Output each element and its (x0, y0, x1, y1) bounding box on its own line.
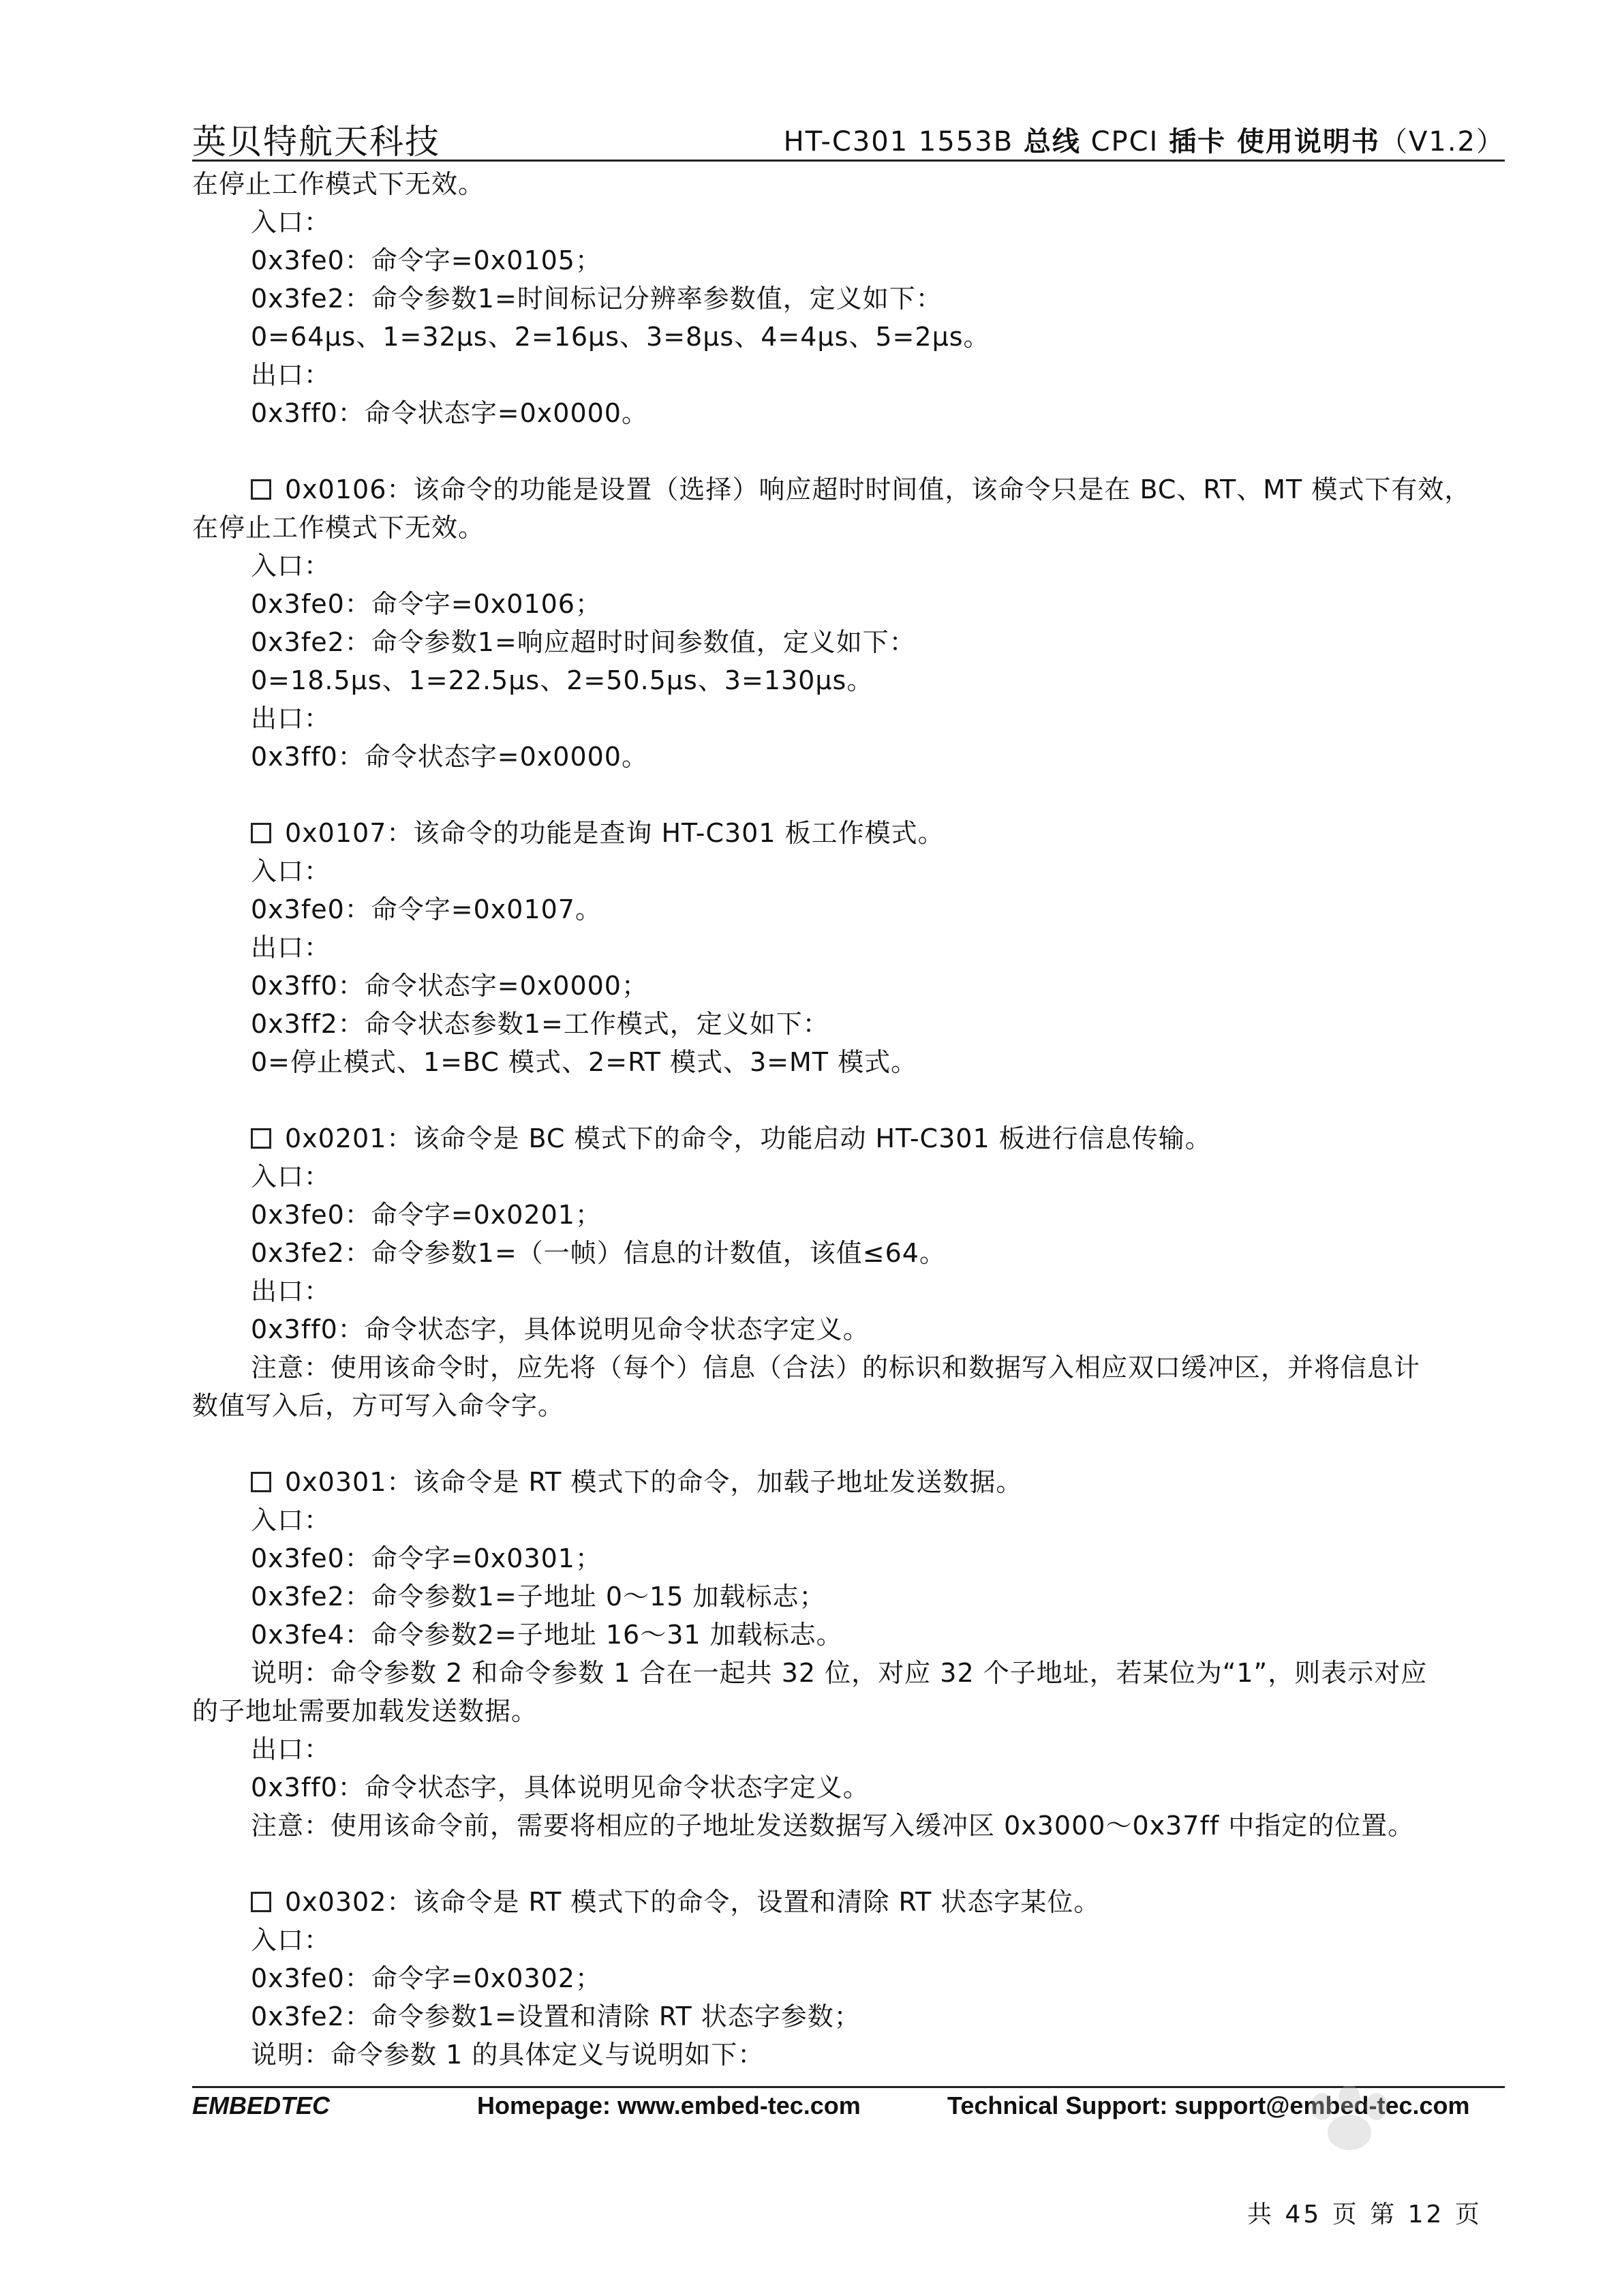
text-line (251, 1997, 861, 2036)
doc-bold-1: 总线 (1023, 126, 1081, 157)
text-line (251, 1501, 331, 1539)
text-line (251, 1463, 1022, 1501)
text-line (251, 1005, 829, 1043)
line-text: 0x0301：该命令是 RT 模式下的命令，加载子地址发送数据。 (285, 1467, 1023, 1497)
text-line (251, 1310, 870, 1348)
text-line (192, 1692, 538, 1730)
line-text: 0x0201：该命令是 BC 模式下的命令，功能启动 HT-C301 板进行信息传输。 (285, 1123, 1212, 1153)
text-line (251, 1577, 825, 1616)
header-doc-title (784, 120, 1505, 159)
line-text: 0x3ff0：命令状态字=0x0000； (251, 971, 648, 1001)
text-line (251, 356, 331, 394)
line-text: 入口： (251, 1162, 331, 1192)
text-line (251, 1348, 1420, 1387)
text-line (251, 1807, 1414, 1845)
checkbox-square-icon (251, 479, 271, 500)
line-text: 注意：使用该命令时，应先将（每个）信息（合法）的标识和数据写入相应双口缓冲区，并将信息计 (251, 1353, 1421, 1383)
line-text: 0=18.5μs、1=22.5μs、2=50.5μs、3=130μs。 (251, 665, 874, 695)
line-text: 注意：使用该命令前，需要将相应的子地址发送数据写入缓冲区 0x3000～0x37ff 中指定的位置。 (251, 1811, 1415, 1841)
doc-mid: CPCI (1080, 126, 1169, 157)
line-text: 0x3fe0：命令字=0x0107。 (251, 894, 602, 924)
doc-version: （V1.2） (1380, 126, 1505, 157)
line-text: 0=64μs、1=32μs、2=16μs、3=8μs、4=4μs、5=2μs。 (251, 322, 990, 352)
text-line (251, 1730, 331, 1768)
text-line (251, 738, 648, 776)
text-line (251, 814, 945, 852)
page-number: 共 45 页 第 12 页 (1247, 2201, 1482, 2229)
checkbox-square-icon (251, 1472, 271, 1492)
line-text: 出口： (251, 1276, 331, 1306)
text-line (251, 967, 648, 1005)
line-text: 0x3fe0：命令字=0x0106； (251, 589, 602, 619)
line-text: 出口： (251, 1734, 331, 1764)
line-text: 说明：命令参数 2 和命令参数 1 合在一起共 32 位，对应 32 个子地址，若某位为“1”，则表示对应 (251, 1658, 1428, 1688)
text-line (251, 203, 331, 241)
text-line (251, 1119, 1212, 1158)
line-text: 0x0107：该命令的功能是查询 HT-C301 板工作模式。 (285, 818, 945, 848)
doc-bold-2: 插卡 使用说明书 (1169, 126, 1381, 157)
line-text: 0x3fe2：命令参数1=设置和清除 RT 状态字参数； (251, 2002, 861, 2031)
line-text: 0x3fe0：命令字=0x0301； (251, 1543, 602, 1573)
line-text: 0x3ff0：命令状态字=0x0000。 (251, 742, 648, 772)
text-line (251, 2036, 764, 2074)
line-text: 入口： (251, 207, 331, 237)
line-text: 0x3fe2：命令参数1=子地址 0～15 加载标志； (251, 1582, 826, 1612)
line-text: 0x3fe4：命令参数2=子地址 16～31 加载标志。 (251, 1620, 843, 1650)
footer-support[interactable]: Technical Support: support@embed-tec.com (947, 2091, 1470, 2119)
line-text: 0x3ff0：命令状态字=0x0000。 (251, 398, 648, 428)
line-text: 0x3fe2：命令参数1=响应超时时间参数值，定义如下： (251, 627, 916, 657)
text-line (251, 1272, 331, 1310)
line-text: 0x3fe0：命令字=0x0105； (251, 245, 602, 275)
text-line (251, 1158, 331, 1196)
text-line (251, 1654, 1427, 1692)
line-text: 0x3ff0：命令状态字，具体说明见命令状态字定义。 (251, 1314, 870, 1344)
text-line (251, 852, 331, 890)
watermark-logo (1152, 2086, 1533, 2243)
line-text: 出口： (251, 360, 331, 390)
line-text: 0x3ff0：命令状态字，具体说明见命令状态字定义。 (251, 1772, 870, 1802)
text-line (251, 928, 331, 967)
line-text: 0x3fe0：命令字=0x0302； (251, 1963, 602, 1993)
line-text: 0x0302：该命令是 RT 模式下的命令，设置和清除 RT 状态字某位。 (285, 1887, 1101, 1917)
text-line (251, 241, 602, 280)
line-text: 在停止工作模式下无效。 (192, 169, 485, 199)
text-line (251, 661, 873, 699)
line-text: 说明：命令参数 1 的具体定义与说明如下： (251, 2040, 765, 2070)
line-text: 入口： (251, 551, 331, 581)
line-text: 在停止工作模式下无效。 (192, 513, 485, 543)
checkbox-square-icon (251, 1128, 271, 1149)
text-line (251, 547, 331, 585)
header-company: 英贝特航天科技 (192, 122, 440, 162)
text-line (251, 890, 602, 928)
line-text: 入口： (251, 1925, 331, 1955)
line-text: 0x3fe2：命令参数1=时间标记分辨率参数值，定义如下： (251, 284, 943, 314)
header-rule (192, 160, 1505, 162)
doc-prefix: HT-C301 1553B (783, 126, 1024, 157)
text-line (251, 1196, 602, 1234)
text-line (192, 509, 485, 547)
checkbox-square-icon (251, 823, 271, 843)
text-line (251, 1768, 870, 1807)
line-text: 入口： (251, 1505, 331, 1535)
checkbox-square-icon (251, 1892, 271, 1912)
text-line (251, 699, 331, 738)
line-text: 0x3ff2：命令状态参数1=工作模式，定义如下： (251, 1009, 829, 1039)
text-line (251, 623, 916, 661)
text-line (251, 1883, 1100, 1921)
text-line (192, 1387, 564, 1425)
footer-company: EMBEDTEC (192, 2091, 331, 2119)
text-line (251, 470, 1471, 509)
text-line (251, 1234, 946, 1272)
line-text: 0=停止模式、1=BC 模式、2=RT 模式、3=MT 模式。 (251, 1047, 918, 1077)
line-text: 0x3fe0：命令字=0x0201； (251, 1200, 602, 1230)
line-text: 0x3fe2：命令参数1=（一帧）信息的计数值，该值≤64。 (251, 1238, 946, 1268)
line-text: 出口： (251, 704, 331, 734)
text-line (251, 1959, 602, 1997)
line-text: 的子地址需要加载发送数据。 (192, 1696, 538, 1726)
text-line (251, 394, 648, 432)
text-line (192, 165, 485, 203)
text-line (251, 1043, 917, 1081)
text-line (251, 1921, 331, 1959)
line-text: 0x0106：该命令的功能是设置（选择）响应超时时间值，该命令只是在 BC、RT、MT 模式下有效， (285, 474, 1471, 504)
line-text: 数值写入后，方可写入命令字。 (192, 1391, 565, 1421)
footer-homepage[interactable]: Homepage: www.embed-tec.com (477, 2091, 861, 2119)
line-text: 入口： (251, 856, 331, 886)
text-line (251, 280, 943, 318)
text-line (251, 1539, 602, 1577)
line-text: 出口： (251, 933, 331, 963)
text-line (251, 585, 602, 623)
text-line (251, 318, 990, 356)
text-line (251, 1616, 843, 1654)
